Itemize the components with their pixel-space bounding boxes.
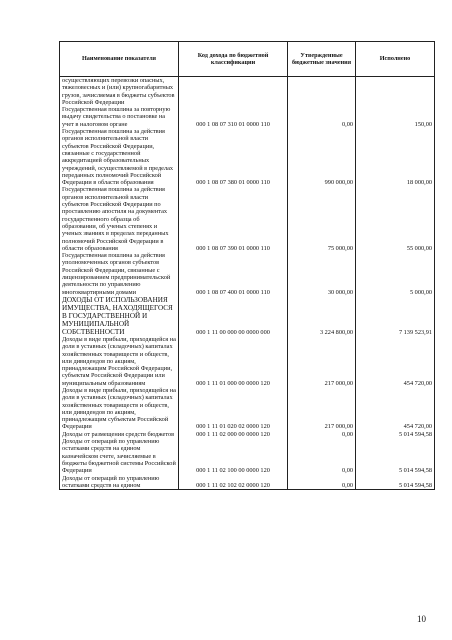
revenue-table bbox=[59, 41, 435, 490]
row-name: Государственная пошлина за действия уполномоченных органов субъектов Российской Федерации, связанные с лицензированием предпринимательской деятельности по управлению многоквартирными домами bbox=[60, 252, 179, 296]
table-row bbox=[60, 438, 435, 474]
table-row bbox=[60, 296, 435, 336]
row-name: Государственная пошлина за действия органов исполнительной власти субъектов Российской Федерации по проставлению апостиля на документах государственного образца об образовании, об ученых степенях и ученых званиях в пределах переданных полномочий Российской Федерации в области образования bbox=[60, 186, 179, 252]
row-name: осуществляющих перевозки опасных, тяжеловесных и (или) крупногабаритных грузов, зачисляемая в бюджеты субъектов Российской Федерации bbox=[60, 77, 179, 107]
row-executed: 5 014 594,58 bbox=[356, 475, 435, 490]
row-executed: 18 000,00 bbox=[356, 128, 435, 186]
row-executed: 454 720,00 bbox=[356, 387, 435, 431]
header-executed: Исполнено bbox=[356, 42, 435, 77]
row-approved: 0,00 bbox=[288, 438, 356, 474]
table-row bbox=[60, 106, 435, 128]
row-executed: 7 139 523,91 bbox=[356, 296, 435, 336]
row-code bbox=[179, 77, 288, 107]
row-approved: 217 000,00 bbox=[288, 387, 356, 431]
row-executed: 150,00 bbox=[356, 106, 435, 128]
table-row bbox=[60, 387, 435, 431]
header-name: Наименование показателя bbox=[60, 42, 179, 77]
row-approved: 0,00 bbox=[288, 431, 356, 438]
row-code: 000 1 08 07 390 01 0000 110 bbox=[179, 186, 288, 252]
row-name: Государственная пошлина за действия органов исполнительной власти субъектов Российской Федерации, связанные с государственной аккредитацией образовательных учреждений, осуществляемой в пределах переданных полномочий Российской Федерации в области образования bbox=[60, 128, 179, 186]
row-approved: 0,00 bbox=[288, 106, 356, 128]
row-approved: 990 000,00 bbox=[288, 128, 356, 186]
row-executed: 5 014 594,58 bbox=[356, 438, 435, 474]
table-row bbox=[60, 252, 435, 296]
row-name: ДОХОДЫ ОТ ИСПОЛЬЗОВАНИЯ ИМУЩЕСТВА, НАХОДЯЩЕГОСЯ В ГОСУДАРСТВЕННОЙ И МУНИЦИПАЛЬНОЙ СОБСТВЕННОСТИ bbox=[60, 296, 179, 336]
row-approved: 30 000,00 bbox=[288, 252, 356, 296]
row-code: 000 1 11 02 102 02 0000 120 bbox=[179, 475, 288, 490]
row-code: 000 1 11 02 100 00 0000 120 bbox=[179, 438, 288, 474]
row-approved: 217 000,00 bbox=[288, 336, 356, 387]
table-row bbox=[60, 336, 435, 387]
row-code: 000 1 11 00 000 00 0000 000 bbox=[179, 296, 288, 336]
row-code: 000 1 08 07 310 01 0000 110 bbox=[179, 106, 288, 128]
row-approved: 0,00 bbox=[288, 475, 356, 490]
header-code: Код дохода по бюджетной классификации bbox=[179, 42, 288, 77]
row-code: 000 1 11 02 000 00 0000 120 bbox=[179, 431, 288, 438]
table-row bbox=[60, 475, 435, 490]
page-number: 10 bbox=[417, 614, 426, 624]
row-code: 000 1 08 07 380 01 0000 110 bbox=[179, 128, 288, 186]
row-approved: 3 224 800,00 bbox=[288, 296, 356, 336]
row-code: 000 1 11 01 020 02 0000 120 bbox=[179, 387, 288, 431]
row-name: Доходы от размещения средств бюджетов bbox=[60, 431, 179, 438]
row-executed: 5 014 594,58 bbox=[356, 431, 435, 438]
row-executed: 55 000,00 bbox=[356, 186, 435, 252]
table-body bbox=[60, 77, 435, 490]
table-row bbox=[60, 186, 435, 252]
row-executed: 454 720,00 bbox=[356, 336, 435, 387]
row-name: Доходы от операций по управлению остатками средств на едином bbox=[60, 475, 179, 490]
table-header bbox=[60, 42, 435, 77]
row-executed bbox=[356, 77, 435, 107]
row-approved: 75 000,00 bbox=[288, 186, 356, 252]
row-name: Доходы от операций по управлению остатками средств на едином казначейском счете, зачисляемые в бюджеты бюджетной системы Российской Федерации bbox=[60, 438, 179, 474]
row-code: 000 1 08 07 400 01 0000 110 bbox=[179, 252, 288, 296]
table-row bbox=[60, 128, 435, 186]
row-name: Доходы в виде прибыли, приходящейся на доли в уставных (складочных) капиталах хозяйственных товариществ и обществ, или дивидендов по акциям, принадлежащим Российской Федерации, субъектам Российской Федерации или муниципальным образованиям bbox=[60, 336, 179, 387]
table-row bbox=[60, 77, 435, 107]
table-row bbox=[60, 431, 435, 438]
row-approved bbox=[288, 77, 356, 107]
row-code: 000 1 11 01 000 00 0000 120 bbox=[179, 336, 288, 387]
row-name: Государственная пошлина за повторную выдачу свидетельства о постановке на учет в налоговом органе bbox=[60, 106, 179, 128]
row-name: Доходы в виде прибыли, приходящейся на доли в уставных (складочных) капиталах хозяйственных товариществ и обществ, или дивидендов по акциям, принадлежащим субъектам Российской Федерации bbox=[60, 387, 179, 431]
header-approved: Утвержденные бюджетные значения bbox=[288, 42, 356, 77]
row-executed: 5 000,00 bbox=[356, 252, 435, 296]
